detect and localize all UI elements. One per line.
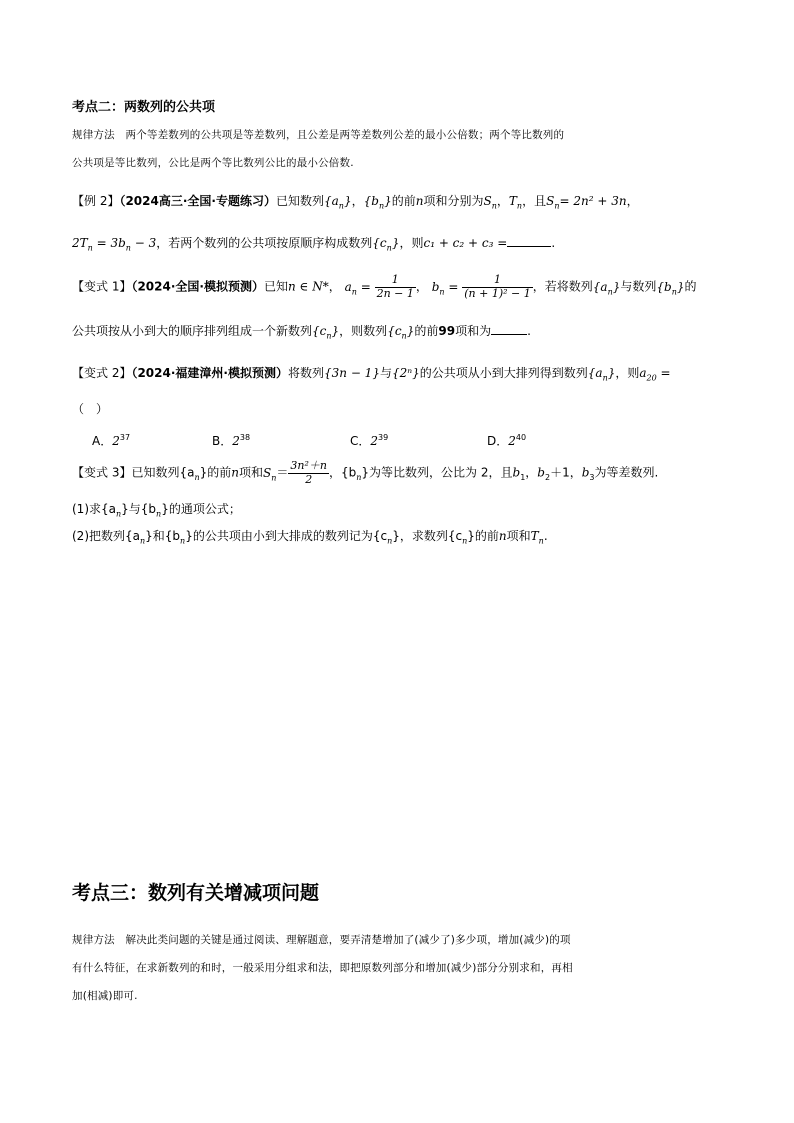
choice-d[interactable]: D．$2^{40}$ [487, 433, 527, 448]
variant2-source: （2024·福建漳州·模拟预测） [131, 366, 288, 380]
formula-T: $2T_n = 3b_n - 3$ [72, 236, 157, 253]
seq-a: $\{a_n\}$ [324, 194, 352, 211]
bn-def: $b_n$ = [431, 279, 463, 297]
section3-method-line2: 有什么特征，在求新数列的和时，一般采用分组求和法，即把原数列部分和增加(减少)部分分别求和，再相 [72, 962, 573, 974]
variant3-q2: (2)把数列$\{a_n\}$和$\{b_n\}$的公共项由小到大排成的数列记为$\{c_n\}$，求数列$\{c_n\}$的前n项和$T_n$. [72, 529, 548, 546]
variant3-bracket: 【变式 3】 [72, 465, 132, 480]
section2-method-line2: 公共项是等比数列，公比是两个等比数列公比的最小公倍数. [72, 157, 354, 169]
formula-S: $S_n= 2n^2 + 3n$ [546, 194, 627, 211]
choice-c[interactable]: C．$2^{39}$ [350, 433, 389, 448]
example2-bracket: 【例 2】 [72, 194, 120, 208]
example2-line1: 【例 2】（2024高三·全国·专题练习）已知数列$\{a_n\}$，$\{b_n\}$的前n项和分别为$S_n$，$T_n$，且$S_n= 2n^2 + 3n$， [72, 194, 639, 211]
frac-Sn: $\frac{\text{3n²＋n}}{2}$ [290, 459, 327, 486]
an-def: $a_n$ = [344, 279, 375, 297]
section2-method-line1: 规律方法 两个等差数列的公共项是等差数列，且公差是两等差数列公差的最小公倍数；两个等比数列的 [72, 129, 565, 141]
example2-text1: 已知数列 [275, 194, 324, 208]
variant2-line1: 【变式 2】（2024·福建漳州·模拟预测）将数列{3n − 1}与{2ⁿ}的公共项从小到大排列得到数列$\{a_n\}$，则$a_{20}$ = [72, 366, 671, 383]
variant1-line1: 【变式 1】（2024·全国·模拟预测）已知n ∈ N*， $a_n$ = $\frac{1}{2n - 1}$ ， $b_n$ = $\frac{1}{\text{(n + 1)² − 1}}$ ，若将数列$\{a_n\}$与数列$\{b_n\}$的 [72, 273, 697, 300]
section2-title: 考点二：两数列的公共项 [72, 100, 216, 115]
choice-b[interactable]: B．$2^{38}$ [212, 433, 251, 448]
variant2-paren: （ ） [72, 402, 109, 416]
frac-bn: $\frac{1}{\text{(n + 1)² − 1}}$ [464, 273, 531, 300]
n-in-N: n ∈ N* [288, 279, 329, 294]
section3-title: 考点三：数列有关增减项问题 [72, 882, 320, 904]
sum-T: $T_n$ [508, 194, 523, 211]
variant3-line1: 【变式 3】已知数列$\{a_n\}$的前n项和$S_n=$ $\frac{\text{3n²＋n}}{2}$ ，$\{b_n\}$为等比数列，公比为 2，且$b_1$，$b_2+1$，$b_3$为等差数列. [72, 459, 659, 486]
variant1-source: （2024·全国·模拟预测） [131, 279, 264, 294]
section3-method-line1: 规律方法 解决此类问题的关键是通过阅读、理解题意，要弄清楚增加了(减少了)多少项，增加(减少)的项 [72, 934, 571, 946]
variant3-q1: (1)求$\{a_n\}$与$\{b_n\}$的通项公式； [72, 502, 241, 519]
variant1-bracket: 【变式 1】 [72, 279, 132, 294]
example2-source: （2024高三·全国·专题练习） [119, 194, 276, 208]
variant2-bracket: 【变式 2】 [72, 366, 132, 380]
seq-b: $\{b_n\}$ [363, 194, 392, 211]
sum-expr: c₁ + c₂ + c₃ = [423, 236, 508, 250]
section3-method-line3: 加(相减)即可. [72, 990, 138, 1002]
example2-line2: $2T_n = 3b_n - 3$，若两个数列的公共项按原顺序构成数列$\{c_n\}$，则c₁ + c₂ + c₃ = . [72, 236, 556, 253]
frac-an: $\frac{1}{2n - 1}$ [376, 273, 414, 300]
answer-blank[interactable] [507, 234, 551, 247]
choice-a[interactable]: A．$2^{37}$ [92, 433, 131, 448]
answer-blank[interactable] [491, 322, 527, 335]
sum-S: $S_n$ [483, 194, 497, 211]
seq-c: $\{c_n\}$ [372, 236, 400, 253]
variant1-line2: 公共项按从小到大的顺序排列组成一个新数列$\{c_n\}$，则数列$\{c_n\}$的前99项和为 . [72, 324, 531, 341]
